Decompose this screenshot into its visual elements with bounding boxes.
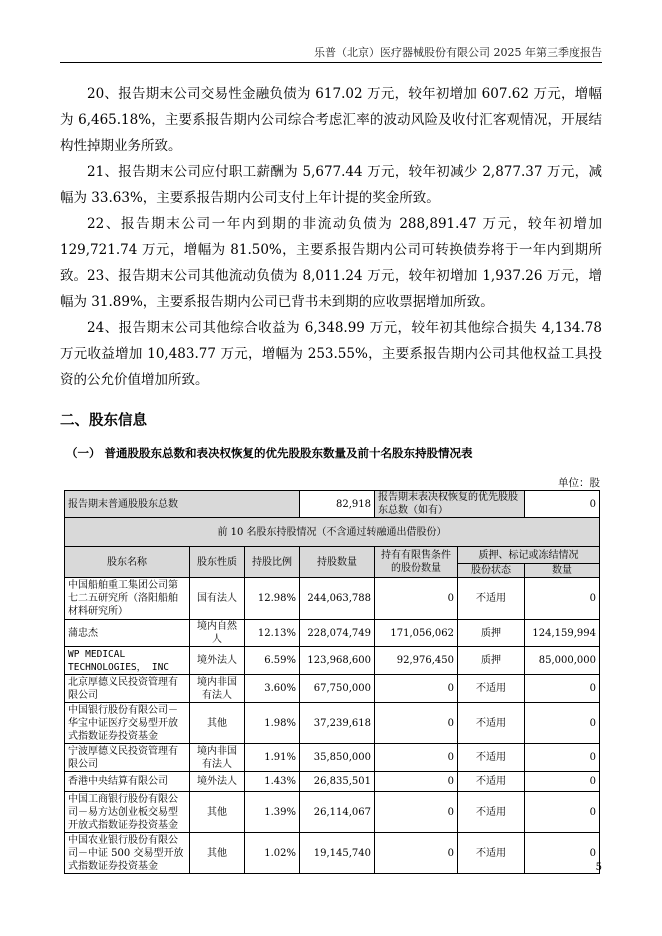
summary-row [65,491,600,518]
cell-quantity: 244,063,788 [300,578,375,620]
summary-value-preferred: 0 [525,491,600,518]
table-caption: 前 10 名股东持股情况（不含通过转融通出借股份） [65,518,600,547]
cell-restricted: 171,056,062 [375,620,458,647]
header-status: 股份状态 [458,564,525,578]
cell-quantity: 19,145,740 [300,833,375,874]
page-number: 5 [595,862,602,873]
header-rule [60,62,602,63]
cell-shareholder-name: 香港中央结算有限公司 [65,772,190,792]
paragraph-22: 22、报告期末公司一年内到期的非流动负债为 288,891.47 万元，较年初增加 129,721.74 万元，增幅为 81.50%，主要系报告期内公司可转换债券将于一年内到期所致。 [60,216,602,284]
cell-pledge-status: 不适用 [458,833,525,874]
cell-pledge-amount: 85,000,000 [525,647,600,675]
cell-pledge-status: 不适用 [458,772,525,792]
table-row [65,792,600,833]
cell-nature: 境内非国有法人 [190,675,245,703]
cell-restricted: 0 [375,744,458,772]
cell-pledge-status: 不适用 [458,792,525,833]
cell-ratio: 1.43% [245,772,300,792]
cell-quantity: 123,968,600 [300,647,375,675]
cell-restricted: 92,976,450 [375,647,458,675]
table-row [65,578,600,620]
cell-ratio: 1.02% [245,833,300,874]
cell-ratio: 1.39% [245,792,300,833]
header-row [65,547,600,564]
table-row [65,744,600,772]
header-qty: 持股数量 [300,547,375,578]
cell-nature: 境内非国有法人 [190,744,245,772]
cell-restricted: 0 [375,703,458,744]
cell-pledge-amount: 0 [525,744,600,772]
page-header: 乐普（北京）医疗器械股份有限公司 2025 年第三季度报告 [314,46,602,59]
cell-pledge-status: 不适用 [458,675,525,703]
cell-nature: 境外法人 [190,772,245,792]
header-pledge-group: 质押、标记或冻结情况 [458,547,600,564]
cell-pledge-status: 质押 [458,647,525,675]
cell-pledge-amount: 0 [525,703,600,744]
cell-pledge-amount: 0 [525,578,600,620]
cell-shareholder-name: 蒲忠杰 [65,620,190,647]
cell-shareholder-name: 宁波厚德义民投资管理有限公司 [65,744,190,772]
cell-shareholder-name: 中国银行股份有限公司－华宝中证医疗交易型开放式指数证券投资基金 [65,703,190,744]
summary-label-preferred: 报告期末表决权恢复的优先股股东总数（如有） [375,491,525,518]
table-row [65,675,600,703]
shareholder-table [64,490,600,874]
cell-pledge-amount: 0 [525,792,600,833]
cell-restricted: 0 [375,675,458,703]
cell-shareholder-name: 中国工商银行股份有限公司－易方达创业板交易型开放式指数证券投资基金 [65,792,190,833]
cell-nature: 其他 [190,792,245,833]
cell-nature: 境外法人 [190,647,245,675]
header-restricted: 持有有限售条件的股份数量 [375,547,458,578]
cell-nature: 其他 [190,703,245,744]
cell-nature: 其他 [190,833,245,874]
paragraph-23: 23、报告期末公司其他流动负债为 8,011.24 万元，较年初增加 1,937.26 万元，增幅为 31.89%，主要系报告期内公司已背书未到期的应收票据增加所致。 [60,268,602,310]
summary-value-common: 82,918 [300,491,375,518]
cell-pledge-amount: 0 [525,833,600,874]
table-title: （一） 普通股股东总数和表决权恢复的优先股股东数量及前十名股东持股情况表 [66,446,473,460]
table-row [65,620,600,647]
section-title: 二、股东信息 [60,413,147,429]
cell-nature: 境内自然人 [190,620,245,647]
header-amount: 数量 [525,564,600,578]
cell-ratio: 1.91% [245,744,300,772]
summary-label-common: 报告期末普通股股东总数 [65,491,300,518]
paragraph-21: 21、报告期末公司应付职工薪酬为 5,677.44 万元，较年初减少 2,877.37 万元，减幅为 33.63%，主要系报告期内公司支付上年计提的奖金所致。 [60,164,602,206]
cell-pledge-status: 不适用 [458,578,525,620]
unit-label: 单位：股 [558,477,600,489]
paragraph-24: 24、报告期末公司其他综合收益为 6,348.99 万元，较年初其他综合损失 4,134.78 万元收益增加 10,483.77 万元，增幅为 253.55%，主要系报告期内公司其他权益工具投资的公允价值增加所致。 [60,320,602,388]
cell-quantity: 67,750,000 [300,675,375,703]
cell-restricted: 0 [375,833,458,874]
cell-ratio: 12.13% [245,620,300,647]
cell-quantity: 26,835,501 [300,772,375,792]
cell-nature: 国有法人 [190,578,245,620]
header-name: 股东名称 [65,547,190,578]
cell-ratio: 3.60% [245,675,300,703]
table-row [65,647,600,675]
table-row [65,703,600,744]
cell-pledge-amount: 124,159,994 [525,620,600,647]
cell-restricted: 0 [375,772,458,792]
cell-restricted: 0 [375,792,458,833]
cell-ratio: 12.98% [245,578,300,620]
cell-pledge-amount: 0 [525,675,600,703]
header-nature: 股东性质 [190,547,245,578]
cell-quantity: 35,850,000 [300,744,375,772]
header-ratio: 持股比例 [245,547,300,578]
cell-pledge-status: 不适用 [458,744,525,772]
caption-row [65,518,600,547]
cell-shareholder-name: 中国船舶重工集团公司第七二五研究所（洛阳船舶材料研究所） [65,578,190,620]
table-row [65,833,600,874]
cell-quantity: 228,074,749 [300,620,375,647]
cell-shareholder-name: WP MEDICAL TECHNOLOGIES， INC [65,647,190,675]
paragraph-20: 20、报告期末公司交易性金融负债为 617.02 万元，较年初增加 607.62 万元，增幅为 6,465.18%，主要系报告期内公司综合考虑汇率的波动风险及收付汇客观情况，开展结构性掉期业务所致。 [60,86,602,154]
cell-restricted: 0 [375,578,458,620]
cell-shareholder-name: 北京厚德义民投资管理有限公司 [65,675,190,703]
cell-pledge-status: 不适用 [458,703,525,744]
cell-pledge-amount: 0 [525,772,600,792]
cell-pledge-status: 质押 [458,620,525,647]
cell-ratio: 1.98% [245,703,300,744]
table-row [65,772,600,792]
cell-quantity: 26,114,067 [300,792,375,833]
cell-shareholder-name: 中国农业银行股份有限公司－中证 500 交易型开放式指数证券投资基金 [65,833,190,874]
cell-quantity: 37,239,618 [300,703,375,744]
cell-ratio: 6.59% [245,647,300,675]
